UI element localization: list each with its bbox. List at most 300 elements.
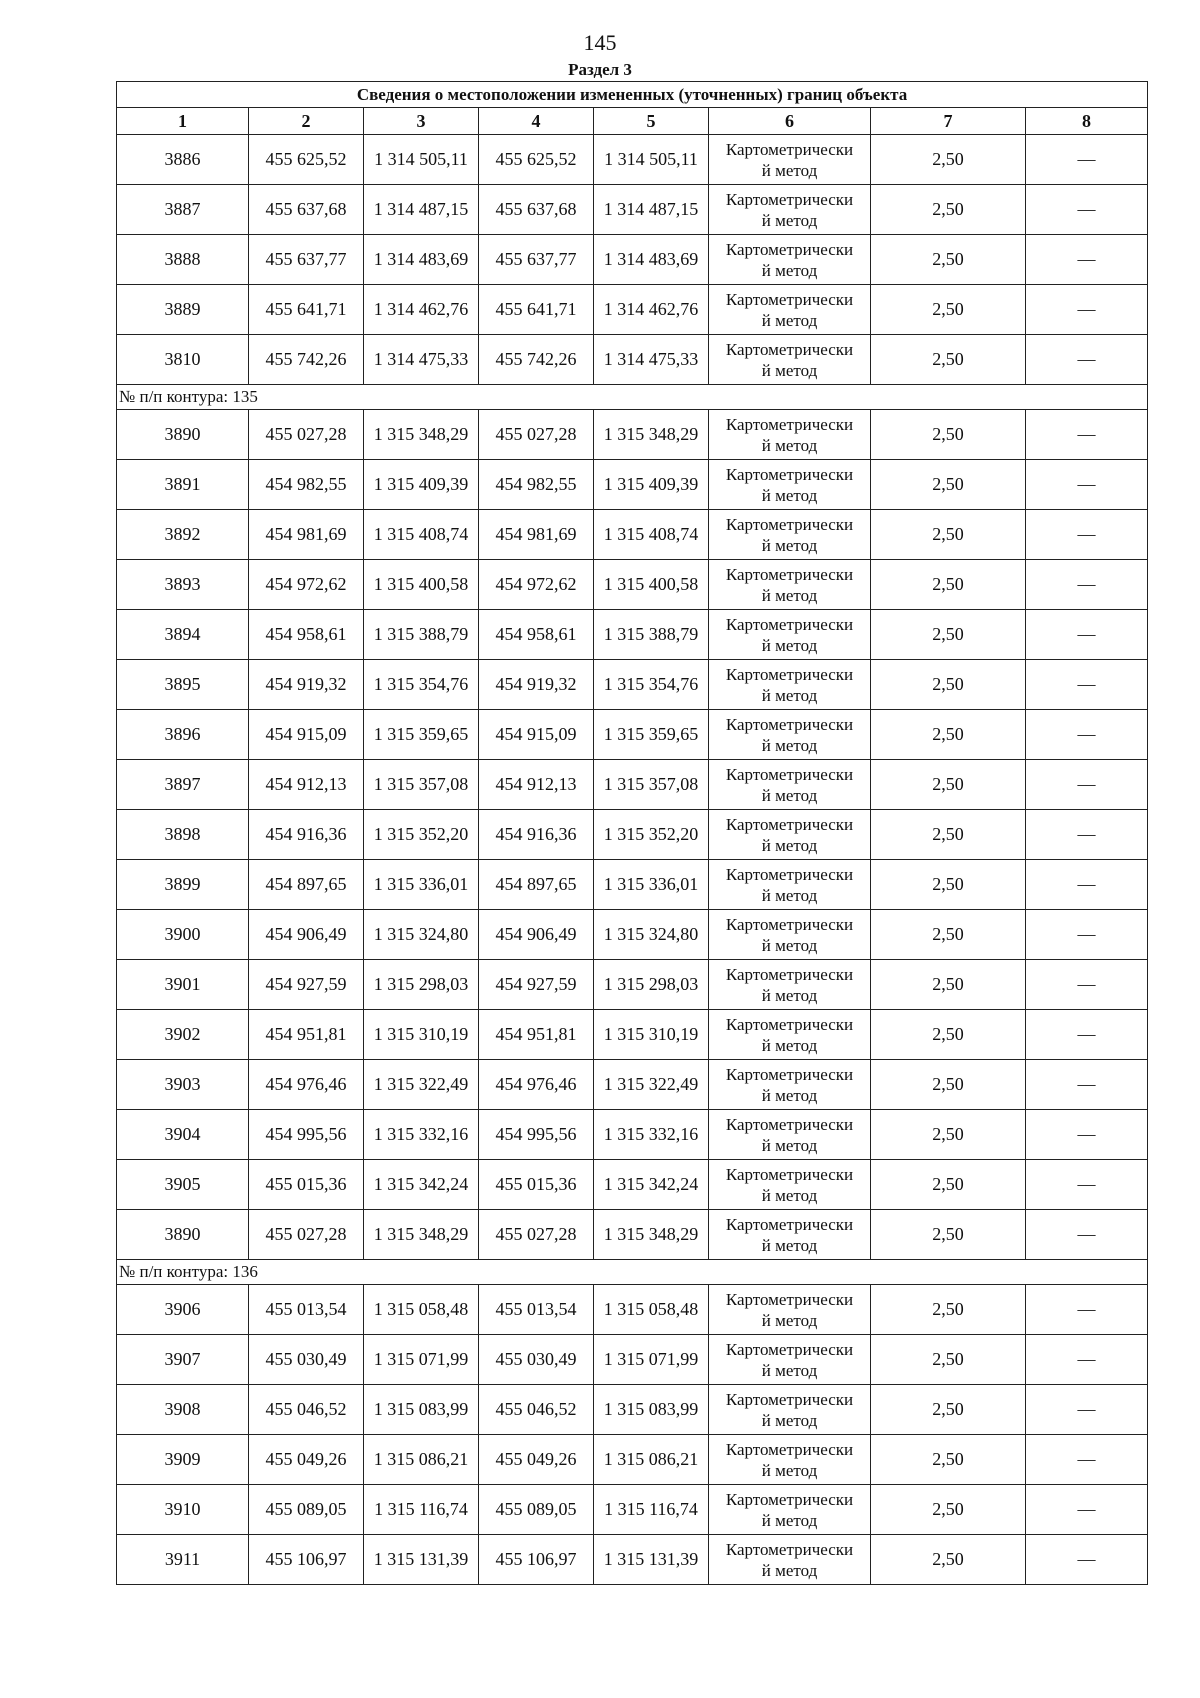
x-existing-cell: 454 958,61 xyxy=(249,610,364,660)
contour-label-text: № п/п контура: xyxy=(119,1262,229,1281)
x-new-cell: 454 927,59 xyxy=(479,960,594,1010)
x-existing-cell: 455 049,26 xyxy=(249,1435,364,1485)
method-text-line1: Картометрически xyxy=(725,1489,854,1509)
x-existing-cell: 454 976,46 xyxy=(249,1060,364,1110)
x-existing-cell: 455 046,52 xyxy=(249,1385,364,1435)
method-text-line1: Картометрически xyxy=(725,1164,854,1184)
y-new-cell: 1 315 324,80 xyxy=(594,910,709,960)
table-row xyxy=(117,1435,1148,1485)
method-text-line2: й метод xyxy=(761,1135,818,1155)
method-cell xyxy=(709,710,871,760)
y-existing-cell: 1 315 359,65 xyxy=(364,710,479,760)
y-new-cell: 1 314 483,69 xyxy=(594,235,709,285)
method-cell xyxy=(709,410,871,460)
table-row xyxy=(117,1535,1148,1585)
x-existing-cell: 454 906,49 xyxy=(249,910,364,960)
point-number-cell: 3910 xyxy=(117,1485,249,1535)
table-row xyxy=(117,1160,1148,1210)
description-cell: — xyxy=(1026,185,1148,235)
x-existing-cell: 455 742,26 xyxy=(249,335,364,385)
y-existing-cell: 1 314 505,11 xyxy=(364,135,479,185)
method-cell xyxy=(709,1010,871,1060)
description-cell: — xyxy=(1026,1535,1148,1585)
x-existing-cell: 455 641,71 xyxy=(249,285,364,335)
method-text-line2: й метод xyxy=(761,260,818,280)
point-number-cell: 3890 xyxy=(117,410,249,460)
y-new-cell: 1 314 475,33 xyxy=(594,335,709,385)
accuracy-cell: 2,50 xyxy=(871,1335,1026,1385)
y-new-cell: 1 315 348,29 xyxy=(594,410,709,460)
x-existing-cell: 455 013,54 xyxy=(249,1285,364,1335)
x-existing-cell: 455 030,49 xyxy=(249,1335,364,1385)
x-new-cell: 454 995,56 xyxy=(479,1110,594,1160)
method-text-line1: Картометрически xyxy=(725,339,854,359)
method-text-line2: й метод xyxy=(761,535,818,555)
contour-label xyxy=(117,385,1148,410)
method-text-line2: й метод xyxy=(761,1460,818,1480)
method-text-line1: Картометрически xyxy=(725,1114,854,1134)
method-text-line2: й метод xyxy=(761,635,818,655)
point-number-cell: 3889 xyxy=(117,285,249,335)
y-existing-cell: 1 315 348,29 xyxy=(364,410,479,460)
x-new-cell: 455 742,26 xyxy=(479,335,594,385)
y-existing-cell: 1 314 487,15 xyxy=(364,185,479,235)
x-new-cell: 455 015,36 xyxy=(479,1160,594,1210)
method-text-line1: Картометрически xyxy=(725,564,854,584)
method-text-line1: Картометрически xyxy=(725,189,854,209)
table-row xyxy=(117,1010,1148,1060)
method-text-line2: й метод xyxy=(761,735,818,755)
y-new-cell: 1 315 071,99 xyxy=(594,1335,709,1385)
x-new-cell: 454 919,32 xyxy=(479,660,594,710)
x-new-cell: 455 637,68 xyxy=(479,185,594,235)
description-cell: — xyxy=(1026,1335,1148,1385)
method-cell xyxy=(709,185,871,235)
point-number-cell: 3907 xyxy=(117,1335,249,1385)
x-existing-cell: 455 625,52 xyxy=(249,135,364,185)
method-cell xyxy=(709,460,871,510)
y-new-cell: 1 314 487,15 xyxy=(594,185,709,235)
method-text-line1: Картометрически xyxy=(725,1289,854,1309)
y-existing-cell: 1 314 462,76 xyxy=(364,285,479,335)
table-row xyxy=(117,285,1148,335)
method-text-line2: й метод xyxy=(761,1360,818,1380)
boundary-coordinates-table xyxy=(116,81,1148,1585)
description-cell: — xyxy=(1026,460,1148,510)
x-existing-cell: 455 089,05 xyxy=(249,1485,364,1535)
y-new-cell: 1 315 322,49 xyxy=(594,1060,709,1110)
column-header: 3 xyxy=(364,108,479,135)
point-number-cell: 3903 xyxy=(117,1060,249,1110)
y-new-cell: 1 315 336,01 xyxy=(594,860,709,910)
method-text-line2: й метод xyxy=(761,885,818,905)
method-text-line2: й метод xyxy=(761,835,818,855)
method-text-line2: й метод xyxy=(761,1185,818,1205)
table-row xyxy=(117,960,1148,1010)
description-cell: — xyxy=(1026,1485,1148,1535)
y-new-cell: 1 314 505,11 xyxy=(594,135,709,185)
method-cell xyxy=(709,1060,871,1110)
y-new-cell: 1 315 116,74 xyxy=(594,1485,709,1535)
method-cell xyxy=(709,1160,871,1210)
y-new-cell: 1 315 357,08 xyxy=(594,760,709,810)
point-number-cell: 3890 xyxy=(117,1210,249,1260)
table-row xyxy=(117,1485,1148,1535)
contour-separator-row xyxy=(117,385,1148,410)
column-header: 8 xyxy=(1026,108,1148,135)
accuracy-cell: 2,50 xyxy=(871,1060,1026,1110)
method-text-line2: й метод xyxy=(761,485,818,505)
y-new-cell: 1 315 083,99 xyxy=(594,1385,709,1435)
method-text-line1: Картометрически xyxy=(725,289,854,309)
accuracy-cell: 2,50 xyxy=(871,135,1026,185)
y-existing-cell: 1 315 332,16 xyxy=(364,1110,479,1160)
point-number-cell: 3904 xyxy=(117,1110,249,1160)
method-text-line2: й метод xyxy=(761,435,818,455)
point-number-cell: 3898 xyxy=(117,810,249,860)
y-existing-cell: 1 315 342,24 xyxy=(364,1160,479,1210)
accuracy-cell: 2,50 xyxy=(871,460,1026,510)
method-cell xyxy=(709,610,871,660)
x-existing-cell: 455 106,97 xyxy=(249,1535,364,1585)
table-row xyxy=(117,1110,1148,1160)
method-cell xyxy=(709,235,871,285)
y-existing-cell: 1 315 348,29 xyxy=(364,1210,479,1260)
accuracy-cell: 2,50 xyxy=(871,1535,1026,1585)
method-text-line1: Картометрически xyxy=(725,414,854,434)
x-existing-cell: 454 919,32 xyxy=(249,660,364,710)
accuracy-cell: 2,50 xyxy=(871,560,1026,610)
method-text-line2: й метод xyxy=(761,585,818,605)
y-existing-cell: 1 315 298,03 xyxy=(364,960,479,1010)
method-cell xyxy=(709,960,871,1010)
description-cell: — xyxy=(1026,610,1148,660)
x-new-cell: 454 951,81 xyxy=(479,1010,594,1060)
y-new-cell: 1 315 332,16 xyxy=(594,1110,709,1160)
accuracy-cell: 2,50 xyxy=(871,1210,1026,1260)
x-existing-cell: 454 916,36 xyxy=(249,810,364,860)
x-new-cell: 454 982,55 xyxy=(479,460,594,510)
accuracy-cell: 2,50 xyxy=(871,185,1026,235)
method-cell xyxy=(709,1110,871,1160)
method-cell xyxy=(709,560,871,610)
table-row xyxy=(117,135,1148,185)
point-number-cell: 3902 xyxy=(117,1010,249,1060)
column-header: 6 xyxy=(709,108,871,135)
accuracy-cell: 2,50 xyxy=(871,960,1026,1010)
x-new-cell: 455 089,05 xyxy=(479,1485,594,1535)
y-existing-cell: 1 315 131,39 xyxy=(364,1535,479,1585)
method-text-line2: й метод xyxy=(761,1560,818,1580)
x-new-cell: 455 625,52 xyxy=(479,135,594,185)
accuracy-cell: 2,50 xyxy=(871,910,1026,960)
y-new-cell: 1 315 352,20 xyxy=(594,810,709,860)
y-existing-cell: 1 315 354,76 xyxy=(364,660,479,710)
method-text-line1: Картометрически xyxy=(725,1064,854,1084)
description-cell: — xyxy=(1026,1110,1148,1160)
accuracy-cell: 2,50 xyxy=(871,1435,1026,1485)
x-existing-cell: 455 637,68 xyxy=(249,185,364,235)
x-new-cell: 455 049,26 xyxy=(479,1435,594,1485)
point-number-cell: 3909 xyxy=(117,1435,249,1485)
method-text-line1: Картометрически xyxy=(725,514,854,534)
method-text-line2: й метод xyxy=(761,1235,818,1255)
description-cell: — xyxy=(1026,510,1148,560)
method-text-line1: Картометрически xyxy=(725,864,854,884)
method-cell xyxy=(709,285,871,335)
x-new-cell: 455 637,77 xyxy=(479,235,594,285)
y-existing-cell: 1 315 071,99 xyxy=(364,1335,479,1385)
contour-separator-row xyxy=(117,1260,1148,1285)
y-existing-cell: 1 315 336,01 xyxy=(364,860,479,910)
point-number-cell: 3899 xyxy=(117,860,249,910)
column-header: 4 xyxy=(479,108,594,135)
method-text-line1: Картометрически xyxy=(725,139,854,159)
table-caption: Сведения о местоположении измененных (уточненных) границ объекта xyxy=(117,82,1148,108)
point-number-cell: 3900 xyxy=(117,910,249,960)
accuracy-cell: 2,50 xyxy=(871,710,1026,760)
table-row xyxy=(117,510,1148,560)
description-cell: — xyxy=(1026,135,1148,185)
column-header: 5 xyxy=(594,108,709,135)
table-row xyxy=(117,760,1148,810)
y-existing-cell: 1 315 083,99 xyxy=(364,1385,479,1435)
accuracy-cell: 2,50 xyxy=(871,335,1026,385)
y-existing-cell: 1 314 483,69 xyxy=(364,235,479,285)
table-row xyxy=(117,460,1148,510)
description-cell: — xyxy=(1026,560,1148,610)
x-new-cell: 454 972,62 xyxy=(479,560,594,610)
y-new-cell: 1 315 310,19 xyxy=(594,1010,709,1060)
method-text-line1: Картометрически xyxy=(725,714,854,734)
point-number-cell: 3895 xyxy=(117,660,249,710)
method-text-line2: й метод xyxy=(761,785,818,805)
table-row xyxy=(117,1060,1148,1110)
point-number-cell: 3906 xyxy=(117,1285,249,1335)
x-new-cell: 455 027,28 xyxy=(479,410,594,460)
y-existing-cell: 1 315 352,20 xyxy=(364,810,479,860)
description-cell: — xyxy=(1026,810,1148,860)
method-cell xyxy=(709,510,871,560)
description-cell: — xyxy=(1026,860,1148,910)
contour-number: 136 xyxy=(232,1262,258,1281)
description-cell: — xyxy=(1026,1060,1148,1110)
description-cell: — xyxy=(1026,1010,1148,1060)
point-number-cell: 3894 xyxy=(117,610,249,660)
point-number-cell: 3891 xyxy=(117,460,249,510)
method-text-line2: й метод xyxy=(761,1035,818,1055)
column-header: 1 xyxy=(117,108,249,135)
section-title: Раздел 3 xyxy=(568,60,632,79)
x-existing-cell: 455 027,28 xyxy=(249,410,364,460)
method-cell xyxy=(709,135,871,185)
x-new-cell: 455 046,52 xyxy=(479,1385,594,1435)
y-existing-cell: 1 315 400,58 xyxy=(364,560,479,610)
x-existing-cell: 454 915,09 xyxy=(249,710,364,760)
method-text-line2: й метод xyxy=(761,310,818,330)
contour-number: 135 xyxy=(232,387,258,406)
description-cell: — xyxy=(1026,1435,1148,1485)
y-new-cell: 1 315 400,58 xyxy=(594,560,709,610)
accuracy-cell: 2,50 xyxy=(871,660,1026,710)
accuracy-cell: 2,50 xyxy=(871,1285,1026,1335)
method-text-line2: й метод xyxy=(761,1410,818,1430)
point-number-cell: 3905 xyxy=(117,1160,249,1210)
method-text-line2: й метод xyxy=(761,1085,818,1105)
x-existing-cell: 454 972,62 xyxy=(249,560,364,610)
description-cell: — xyxy=(1026,1285,1148,1335)
method-text-line1: Картометрически xyxy=(725,664,854,684)
accuracy-cell: 2,50 xyxy=(871,235,1026,285)
y-existing-cell: 1 315 357,08 xyxy=(364,760,479,810)
table-row xyxy=(117,410,1148,460)
x-new-cell: 455 027,28 xyxy=(479,1210,594,1260)
method-text-line2: й метод xyxy=(761,935,818,955)
table-row xyxy=(117,910,1148,960)
table-row xyxy=(117,1385,1148,1435)
method-text-line1: Картометрически xyxy=(725,814,854,834)
y-existing-cell: 1 315 058,48 xyxy=(364,1285,479,1335)
method-cell xyxy=(709,1435,871,1485)
method-text-line1: Картометрически xyxy=(725,1014,854,1034)
method-cell xyxy=(709,860,871,910)
method-cell xyxy=(709,335,871,385)
table-row xyxy=(117,560,1148,610)
y-new-cell: 1 315 348,29 xyxy=(594,1210,709,1260)
description-cell: — xyxy=(1026,660,1148,710)
method-cell xyxy=(709,1285,871,1335)
point-number-cell: 3896 xyxy=(117,710,249,760)
y-existing-cell: 1 315 086,21 xyxy=(364,1435,479,1485)
x-new-cell: 455 106,97 xyxy=(479,1535,594,1585)
y-existing-cell: 1 315 409,39 xyxy=(364,460,479,510)
table-body xyxy=(117,135,1148,1585)
description-cell: — xyxy=(1026,235,1148,285)
description-cell: — xyxy=(1026,1210,1148,1260)
point-number-cell: 3886 xyxy=(117,135,249,185)
y-existing-cell: 1 315 310,19 xyxy=(364,1010,479,1060)
y-existing-cell: 1 315 324,80 xyxy=(364,910,479,960)
y-new-cell: 1 315 409,39 xyxy=(594,460,709,510)
y-new-cell: 1 315 131,39 xyxy=(594,1535,709,1585)
x-existing-cell: 455 015,36 xyxy=(249,1160,364,1210)
method-text-line1: Картометрически xyxy=(725,1389,854,1409)
accuracy-cell: 2,50 xyxy=(871,1485,1026,1535)
x-new-cell: 455 013,54 xyxy=(479,1285,594,1335)
method-text-line1: Картометрически xyxy=(725,614,854,634)
accuracy-cell: 2,50 xyxy=(871,810,1026,860)
y-new-cell: 1 315 086,21 xyxy=(594,1435,709,1485)
x-new-cell: 454 958,61 xyxy=(479,610,594,660)
accuracy-cell: 2,50 xyxy=(871,1110,1026,1160)
method-text-line1: Картометрически xyxy=(725,764,854,784)
description-cell: — xyxy=(1026,335,1148,385)
x-existing-cell: 454 981,69 xyxy=(249,510,364,560)
description-cell: — xyxy=(1026,760,1148,810)
contour-label-text: № п/п контура: xyxy=(119,387,229,406)
method-text-line2: й метод xyxy=(761,1510,818,1530)
column-header-row xyxy=(117,108,1148,135)
method-text-line2: й метод xyxy=(761,985,818,1005)
x-existing-cell: 454 912,13 xyxy=(249,760,364,810)
x-new-cell: 454 897,65 xyxy=(479,860,594,910)
accuracy-cell: 2,50 xyxy=(871,1385,1026,1435)
accuracy-cell: 2,50 xyxy=(871,1010,1026,1060)
x-new-cell: 454 916,36 xyxy=(479,810,594,860)
point-number-cell: 3887 xyxy=(117,185,249,235)
y-existing-cell: 1 315 322,49 xyxy=(364,1060,479,1110)
point-number-cell: 3892 xyxy=(117,510,249,560)
method-text-line1: Картометрически xyxy=(725,964,854,984)
description-cell: — xyxy=(1026,410,1148,460)
method-text-line2: й метод xyxy=(761,685,818,705)
method-text-line1: Картометрически xyxy=(725,1214,854,1234)
description-cell: — xyxy=(1026,710,1148,760)
table-row xyxy=(117,860,1148,910)
method-cell xyxy=(709,910,871,960)
description-cell: — xyxy=(1026,285,1148,335)
method-text-line2: й метод xyxy=(761,210,818,230)
method-text-line1: Картометрически xyxy=(725,1539,854,1559)
table-row xyxy=(117,235,1148,285)
x-existing-cell: 454 897,65 xyxy=(249,860,364,910)
column-header: 2 xyxy=(249,108,364,135)
page-number: 145 xyxy=(583,30,617,55)
x-existing-cell: 454 982,55 xyxy=(249,460,364,510)
column-header: 7 xyxy=(871,108,1026,135)
x-new-cell: 454 906,49 xyxy=(479,910,594,960)
method-cell xyxy=(709,1535,871,1585)
table-row xyxy=(117,710,1148,760)
method-text-line2: й метод xyxy=(761,160,818,180)
table-row xyxy=(117,1335,1148,1385)
method-cell xyxy=(709,1485,871,1535)
point-number-cell: 3810 xyxy=(117,335,249,385)
y-new-cell: 1 315 359,65 xyxy=(594,710,709,760)
table-row xyxy=(117,1285,1148,1335)
method-cell xyxy=(709,810,871,860)
method-text-line1: Картометрически xyxy=(725,1339,854,1359)
y-new-cell: 1 315 342,24 xyxy=(594,1160,709,1210)
x-new-cell: 454 981,69 xyxy=(479,510,594,560)
accuracy-cell: 2,50 xyxy=(871,860,1026,910)
x-new-cell: 454 976,46 xyxy=(479,1060,594,1110)
method-cell xyxy=(709,760,871,810)
x-existing-cell: 455 637,77 xyxy=(249,235,364,285)
x-existing-cell: 454 927,59 xyxy=(249,960,364,1010)
method-text-line2: й метод xyxy=(761,360,818,380)
table-row xyxy=(117,1210,1148,1260)
y-new-cell: 1 315 058,48 xyxy=(594,1285,709,1335)
method-text-line1: Картометрически xyxy=(725,464,854,484)
x-existing-cell: 454 951,81 xyxy=(249,1010,364,1060)
point-number-cell: 3893 xyxy=(117,560,249,610)
table-row xyxy=(117,610,1148,660)
x-new-cell: 454 915,09 xyxy=(479,710,594,760)
y-new-cell: 1 314 462,76 xyxy=(594,285,709,335)
description-cell: — xyxy=(1026,1160,1148,1210)
x-new-cell: 455 641,71 xyxy=(479,285,594,335)
point-number-cell: 3911 xyxy=(117,1535,249,1585)
point-number-cell: 3897 xyxy=(117,760,249,810)
method-text-line2: й метод xyxy=(761,1310,818,1330)
y-new-cell: 1 315 408,74 xyxy=(594,510,709,560)
method-cell xyxy=(709,1210,871,1260)
table-row xyxy=(117,185,1148,235)
method-cell xyxy=(709,1385,871,1435)
point-number-cell: 3888 xyxy=(117,235,249,285)
x-new-cell: 455 030,49 xyxy=(479,1335,594,1385)
